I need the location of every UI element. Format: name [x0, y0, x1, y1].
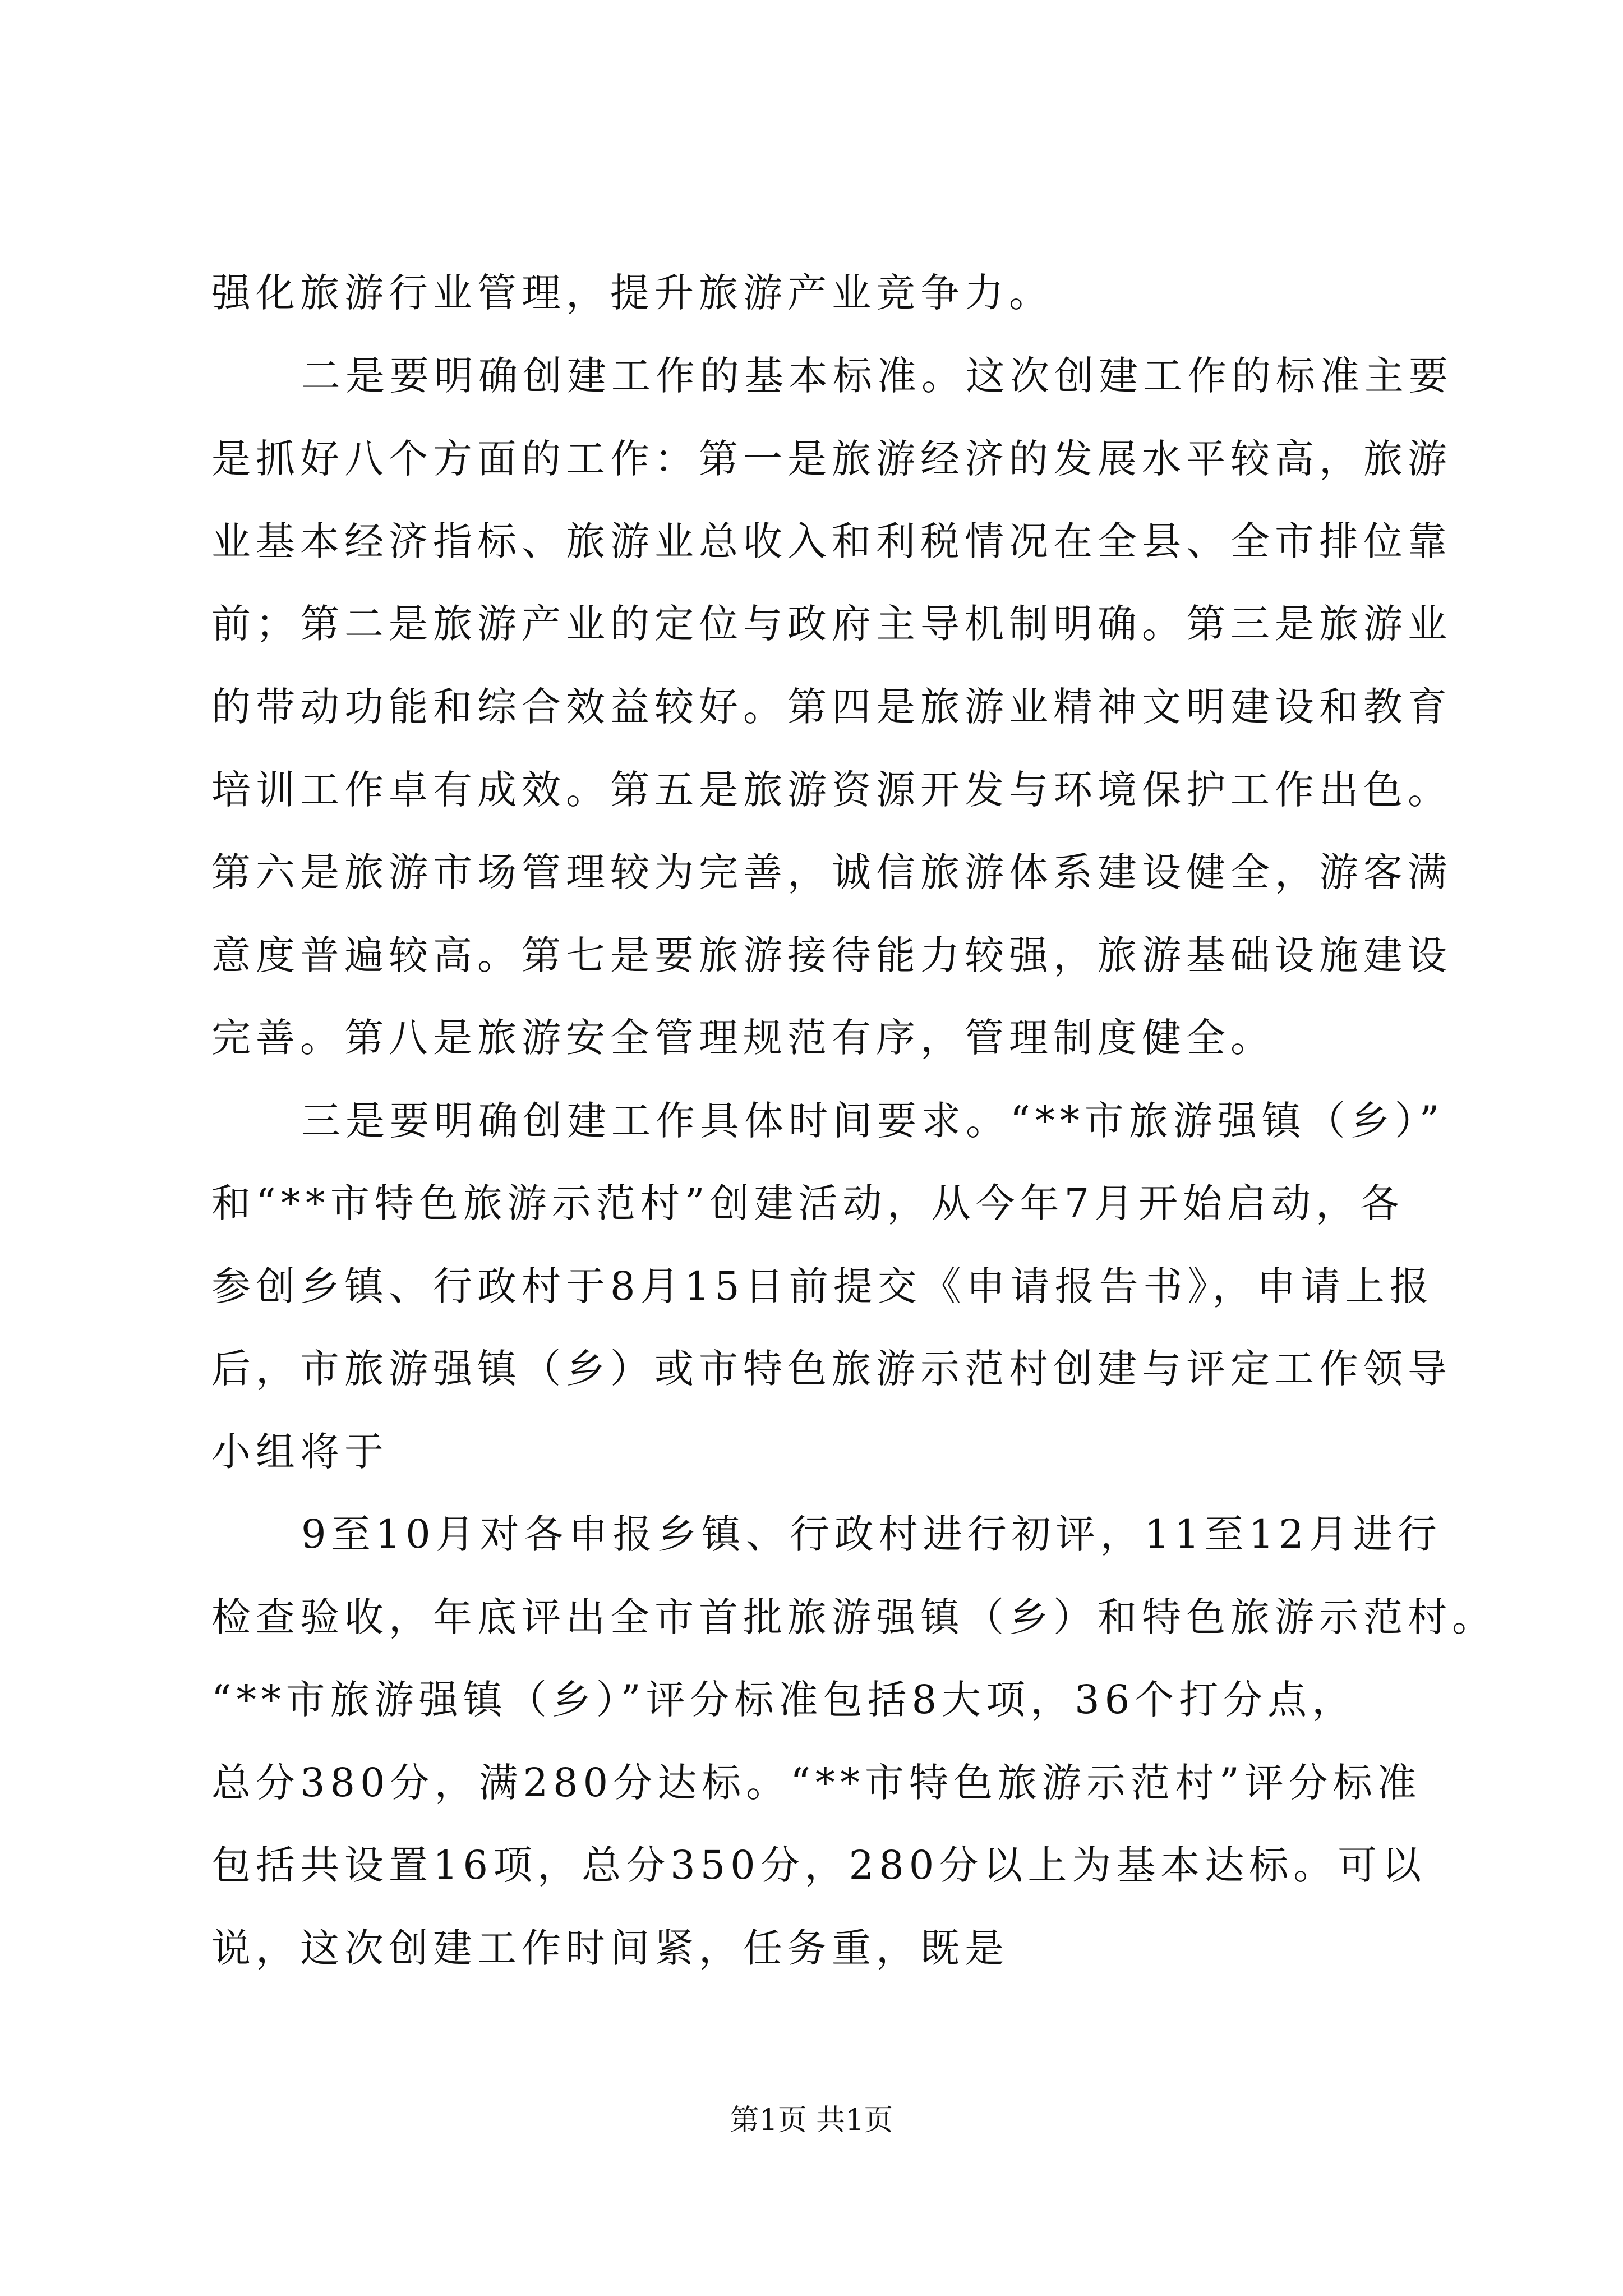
body-line: 是抓好八个方面的工作：第一是旅游经济的发展水平较高，旅游 — [211, 436, 1452, 482]
body-line: 和“**市特色旅游示范村”创建活动，从今年7月开始启动，各 — [211, 1180, 1405, 1226]
page-footer: 第1页 共1页 — [730, 2104, 893, 2137]
body-line: 参创乡镇、行政村于8月15日前提交《申请报告书》，申请上报 — [211, 1263, 1434, 1309]
body-line: 意度普遍较高。第七是要旅游接待能力较强，旅游基础设施建设 — [211, 932, 1452, 978]
body-line: 的带动功能和综合效益较好。第四是旅游业精神文明建设和教育 — [211, 684, 1452, 730]
body-line: 后，市旅游强镇（乡）或市特色旅游示范村创建与评定工作领导 — [211, 1346, 1452, 1392]
body-line: 第六是旅游市场管理较为完善，诚信旅游体系建设健全，游客满 — [211, 849, 1452, 895]
body-line: 小组将于 — [211, 1429, 389, 1475]
body-line: 检查验收，年底评出全市首批旅游强镇（乡）和特色旅游示范村。 — [211, 1594, 1496, 1640]
body-line: 总分380分，满280分达标。“**市特色旅游示范村”评分标准 — [211, 1760, 1422, 1806]
body-line: 完善。第八是旅游安全管理规范有序，管理制度健全。 — [211, 1015, 1275, 1061]
body-line: 说，这次创建工作时间紧，任务重，既是 — [211, 1925, 1009, 1971]
body-line: 前；第二是旅游产业的定位与政府主导机制明确。第三是旅游业 — [211, 601, 1452, 647]
body-line: 包括共设置16项，总分350分，280分以上为基本达标。可以 — [211, 1842, 1427, 1888]
body-line: 二是要明确创建工作的基本标准。这次创建工作的标准主要 — [301, 353, 1453, 399]
body-line: 9至10月对各申报乡镇、行政村进行初评，11至12月进行 — [301, 1511, 1442, 1557]
body-line: 三是要明确创建工作具体时间要求。“**市旅游强镇（乡）” — [301, 1098, 1445, 1144]
body-line: “**市旅游强镇（乡）”评分标准包括8大项，36个打分点， — [211, 1677, 1357, 1723]
body-line: 强化旅游行业管理，提升旅游产业竞争力。 — [211, 270, 1053, 316]
body-line: 业基本经济指标、旅游业总收入和利税情况在全县、全市排位靠 — [211, 518, 1452, 564]
body-line: 培训工作卓有成效。第五是旅游资源开发与环境保护工作出色。 — [211, 767, 1452, 813]
